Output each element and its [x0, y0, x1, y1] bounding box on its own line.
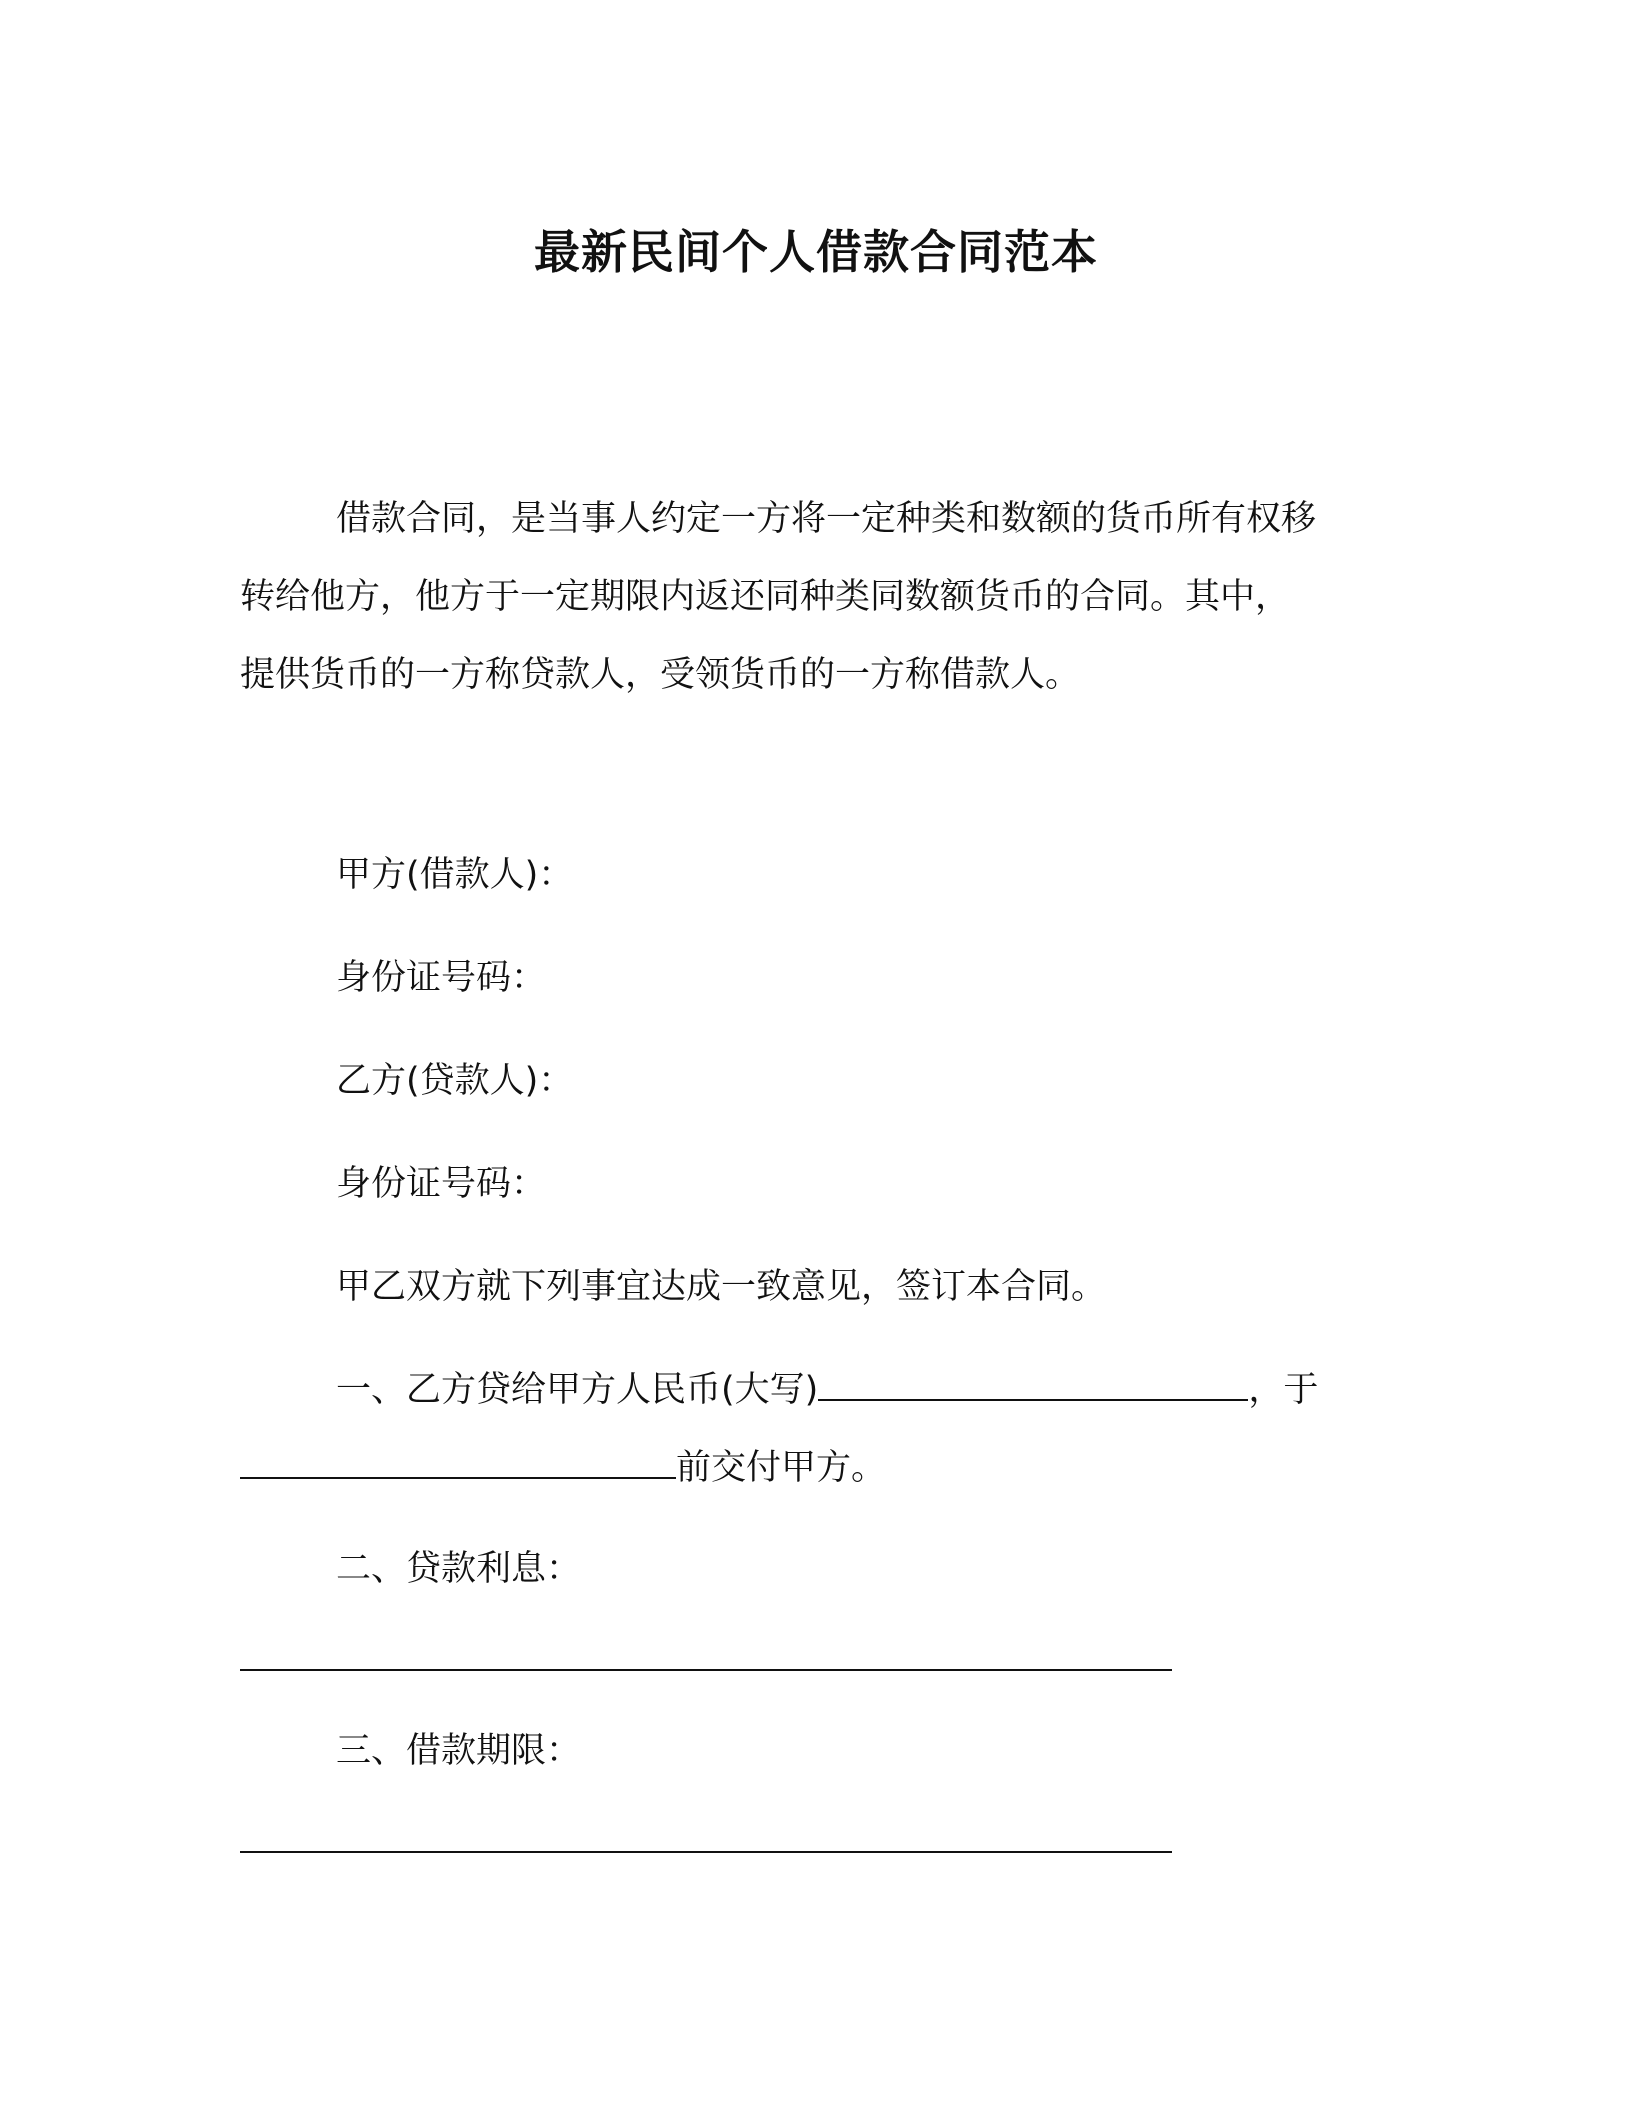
party-b-id-label: 身份证号码： — [336, 1164, 547, 1204]
clause-1-line-1 — [336, 1365, 1318, 1415]
interest-blank-line — [240, 1669, 1172, 1671]
clause-1-middle: ，于 — [1248, 1370, 1319, 1410]
document-title: 最新民间个人借款合同范本 — [534, 225, 1098, 279]
clause-3-heading: 三、借款期限： — [336, 1731, 582, 1771]
intro-line-1: 借款合同，是当事人约定一方将一定种类和数额的货币所有权移 — [336, 499, 1317, 539]
clause-1-line-2 — [240, 1443, 886, 1493]
party-a-label: 甲方(借款人)： — [336, 855, 574, 895]
clause-1-suffix: 前交付甲方。 — [676, 1448, 887, 1488]
loan-amount-blank — [818, 1369, 1248, 1401]
party-a-id-label: 身份证号码： — [336, 958, 547, 998]
party-b-label: 乙方(贷款人)： — [336, 1061, 574, 1101]
intro-line-3: 提供货币的一方称贷款人，受领货币的一方称借款人。 — [240, 655, 1081, 695]
agreement-statement: 甲乙双方就下列事宜达成一致意见，签订本合同。 — [336, 1267, 1107, 1307]
clause-1-prefix: 一、乙方贷给甲方人民币(大写) — [336, 1370, 819, 1410]
intro-line-2: 转给他方，他方于一定期限内返还同种类同数额货币的合同。其中， — [240, 577, 1291, 617]
delivery-date-blank — [240, 1447, 676, 1479]
term-blank-line — [240, 1851, 1172, 1853]
clause-2-heading: 二、贷款利息： — [336, 1549, 582, 1589]
